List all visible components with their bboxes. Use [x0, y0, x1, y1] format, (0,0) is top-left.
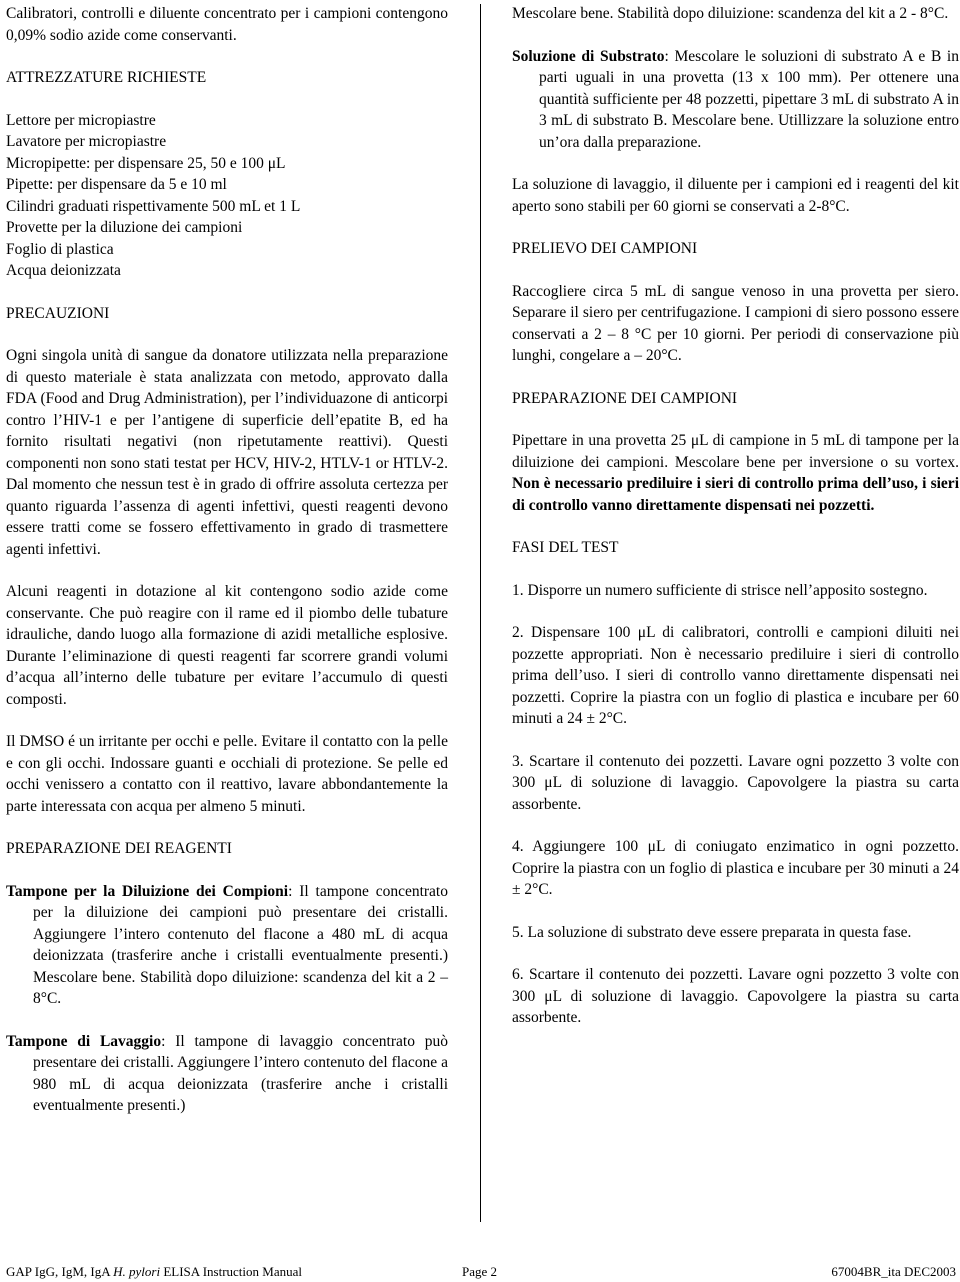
sample-prep-heading: PREPARAZIONE DEI CAMPIONI [512, 389, 738, 407]
left-column [6, 3, 448, 1117]
equipment-item: Provette per la diluzione dei campioni [6, 219, 243, 236]
sample-prep-bold-note: Non è necessario prediluire i sieri di controllo prima dell’uso, i sieri di controllo vanno direttamente dispensati nei pozzetti. [512, 475, 959, 514]
equipment-item: Lettore per micropiastre [6, 111, 156, 129]
step-item: 4. Aggiungere 100 μL di coniugato enzimatico in ogni pozzetto. Coprire la piastra con un foglio di plastica e incubare per 30 minuti a 24 ± 2°C. [512, 838, 959, 898]
stability-paragraph: La soluzione di lavaggio, il diluente per i campioni ed i reagenti del kit aperto sono stabili per 60 giorni se conservati a 2-8°C. [512, 176, 959, 215]
footer-title-suffix: ELISA Instruction Manual [160, 1264, 302, 1279]
equipment-item: Foglio di plastica [6, 240, 114, 258]
equipment-list [6, 110, 448, 282]
wash-buffer-continuation: Mescolare bene. Stabilità dopo diluizione: scandenza del kit a 2 - 8°C. [512, 5, 949, 22]
equipment-heading: ATTREZZATURE RICHIESTE [6, 69, 207, 86]
collection-paragraph: Raccogliere circa 5 mL di sangue venoso in una provetta per siero. Separare il siero per centrifugazione. I campioni di siero possono essere conservati a 2 – 8 °C per 10 giorni. Per periodi di conservazione più lunghi, congelare a – 20°C. [512, 282, 959, 364]
step-item: 1. Disporre un numero sufficiente di strisce nell’apposito sostegno. [512, 581, 928, 599]
equipment-item: Acqua deionizzata [6, 262, 121, 279]
wash-buffer-text: : Il tampone di lavaggio concentrato può presentare dei cristalli. Aggiungere l’intero contenuto del flacone a 980 mL di acqua deionizzata (trasferire anche i cristalli eventualmente presenti.) [33, 1032, 448, 1114]
substrate-paragraph [512, 46, 959, 154]
steps-list [512, 580, 959, 1029]
equipment-item: Micropipette: per dispensare 25, 50 e 100 μL [6, 154, 286, 172]
precautions-paragraph: Alcuni reagenti in dotazione al kit contengono sodio azide come conservante. Che può reagire con il rame ed il piombo delle tubature idrauliche, dando luogo alla formazione di azidi metalliche esplosive. Durante l’eliminazione di questi reagenti far scorrere grandi volumi d’acqua all’interno delle tubature per evitare l’accumulo di questi composti. [6, 583, 448, 708]
footer-manual-title [6, 1262, 302, 1282]
reagents-heading: PREPARAZIONE DEI REAGENTI [6, 840, 232, 857]
sample-prep-text: Pipettare in una provetta 25 μL di campione in 5 mL di tampone per la diluizione dei campioni. Mescolare bene per inversione o su vortex. [512, 432, 959, 471]
precautions-paragraph: Il DMSO é un irritante per occhi e pelle. Evitare il contatto con la pelle e con gli occhi. Indossare guanti e occhiali di protezione. Se pelle ed occhi venissero a contatto con il reattivo, lavare abbondantemente la parte interessata con acqua per almeno 5 minuti. [6, 733, 448, 815]
substrate-text: : Mescolare le soluzioni di substrato A e B in parti uguali in una provetta (13 x 100 mm). Per ottenere una quantità sufficiente per 48 pozzetti, pipettare 3 mL di substrato A in 3 mL di substrato B. Mescolare bene. Utillizzare la soluzione entro un’ora dalla preparazione. [539, 47, 959, 151]
wash-buffer-title: Tampone di Lavaggio [6, 1032, 162, 1050]
equipment-item: Lavatore per micropiastre [6, 133, 167, 150]
wash-buffer-paragraph [6, 1031, 448, 1117]
substrate-title: Soluzione di Substrato [512, 47, 665, 65]
step-item: 5. La soluzione di substrato deve essere preparata in questa fase. [512, 923, 912, 941]
right-column [512, 3, 959, 1029]
footer-title-prefix: GAP IgG, IgM, IgA [6, 1264, 114, 1279]
dilution-buffer-paragraph [6, 881, 448, 1010]
equipment-item: Pipette: per dispensare da 5 e 10 ml [6, 176, 227, 193]
equipment-item: Cilindri graduati rispettivamente 500 mL et 1 L [6, 197, 301, 215]
precautions-paragraph: Ogni singola unità di sangue da donatore utilizzata nella preparazione di questo materiale è stata analizzata con metodo, approvato dalla FDA (Food and Drug Administration), per l’individuazone di anticorpi contro l’HIV-1 e per l’antigene di superficie dell’epatite B, ed ha fornito risultati negativi (non ripetutamente reattivi). Questi componenti non sono stati testat per HCV, HIV-2, HTLV-1 or HTLV-2. Dal momento che nessun test è in grado di offrire assoluta certezza per quanto riguarda l’assenza di agenti infettivi, questi reagenti devono essere tratti come se fossero effettivamento in grado di trasmettere agenti infettivi. [6, 347, 448, 558]
footer-document-code: 67004BR_ita DEC2003 [831, 1264, 956, 1279]
step-item: 2. Dispensare 100 μL di calibratori, controlli e campioni diluiti nei pozzette appropriati. Non è necessario prediluire i sieri di controllo prima dell’uso. I sieri di controllo vanno direttamente dispensati nei pozzetti. Coprire la piastra con un foglio di plastica e incubare per 60 minuti a 24 ± 2°C. [512, 624, 959, 727]
steps-heading: FASI DEL TEST [512, 539, 619, 556]
footer-page-number: Page 2 [462, 1264, 498, 1279]
footer-title-italic: H. pylori [113, 1264, 161, 1279]
collection-heading: PRELIEVO DEI CAMPIONI [512, 240, 698, 257]
column-divider [480, 4, 481, 1222]
step-item: 6. Scartare il contenuto dei pozzetti. Lavare ogni pozzetto 3 volte con 300 μL di soluzione di lavaggio. Capovolgere la piastra su carta assorbente. [512, 966, 959, 1026]
step-item: 3. Scartare il contenuto dei pozzetti. Lavare ogni pozzetto 3 volte con 300 μL di soluzione di lavaggio. Capovolgere la piastra su carta assorbente. [512, 752, 959, 813]
intro-text: Calibratori, controlli e diluente concentrato per i campioni contengono 0,09% sodio azide come conservanti. [6, 5, 448, 44]
page-footer [6, 1262, 956, 1282]
dilution-buffer-text: : Il tampone concentrato per la diluizione dei campioni può presentare dei cristalli. Aggiungere l’intero contenuto del flacone a 480 mL di acqua deionizzata (trasferire anche i cristalli eventualmente presenti.) Mescolare bene. Stabilità dopo diluizione: scandenza del kit a 2 – 8°C. [33, 882, 448, 1007]
precautions-heading: PRECAUZIONI [6, 304, 110, 322]
dilution-buffer-title: Tampone per la Diluizione dei Compioni [6, 882, 289, 900]
sample-prep-paragraph [512, 430, 959, 516]
